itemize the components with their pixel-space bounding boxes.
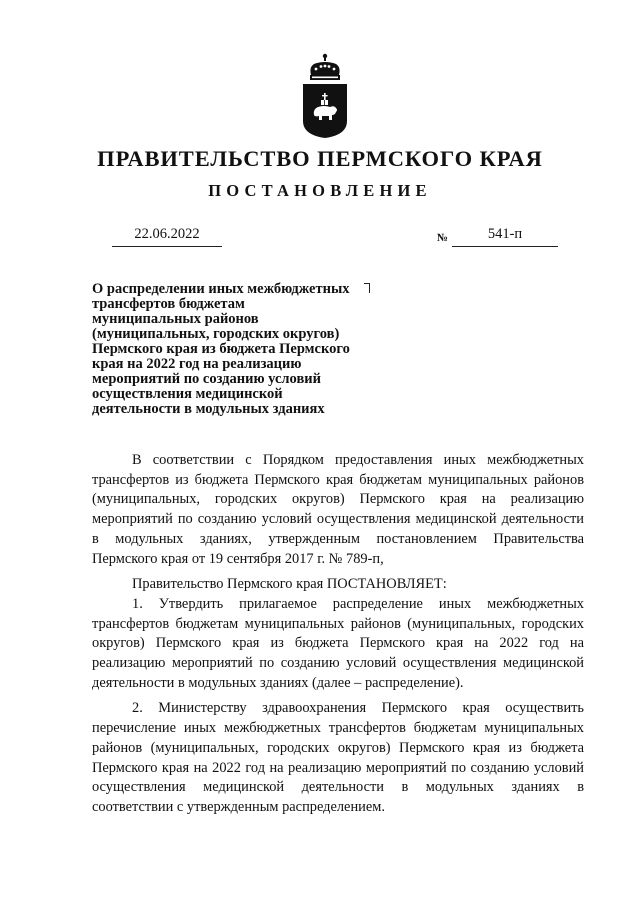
government-title: ПРАВИТЕЛЬСТВО ПЕРМСКОГО КРАЯ [97,146,543,171]
subject-line: трансфертов бюджетам [92,296,245,312]
subject-line: О распределении иных межбюджетных [92,281,350,297]
subject-corner-mark [364,283,370,293]
document-number-label: № [437,232,449,244]
subject-line: деятельности в модульных зданиях [92,401,325,417]
document-type: ПОСТАНОВЛЕНИЕ [208,181,432,200]
subject-line: муниципальных районов [92,311,259,327]
document-body [92,451,584,818]
document-number: 541-п [452,226,558,247]
document-date: 22.06.2022 [112,226,222,247]
subject-line: края на 2022 год на реализацию [92,356,302,372]
subject-line: (муниципальных, городских округов) [92,326,340,342]
body-paragraph: 2. Министерству здравоохранения Пермского края осуществить перечисление иных межбюджетных трансфертов бюджетам муниципальных районов (муниципальных, городских округов) Пермского края из бюджета Пермского края на 2022 год на реализацию мероприятий по созданию условий осуществления медицинской деятельности в модульных зданиях в соответствии с утвержденным распределением. [92,700,584,815]
subject-line: мероприятий по созданию условий [92,371,321,387]
body-paragraph: Правительство Пермского края ПОСТАНОВЛЯЕТ: [132,576,447,593]
subject-line: осуществления медицинской [92,386,283,402]
document-subject [92,282,382,417]
body-paragraph: 1. Утвердить прилагаемое распределение иных межбюджетных трансфертов бюджетам муниципальных районов (муниципальных, городских округов) Пермского края из бюджета Пермского края на 2022 год на реализацию мероприятий по созданию условий осуществления медицинской деятельности в модульных зданиях (далее – распределение). [92,595,584,691]
perm-krai-coat-of-arms-icon [301,53,349,139]
subject-line: Пермского края из бюджета Пермского [92,341,350,357]
body-paragraph: В соответствии с Порядком предоставления иных межбюджетных трансфертов из бюджета Пермского края бюджетам муниципальных районов (муниципальных, городских округов) Пермского края на реализацию мероприятий по созданию условий осуществления медицинской деятельности в модульных зданиях, утвержденным постановлением Правительства Пермского края от 19 сентября 2017 г. № 789-п, [92,452,584,567]
